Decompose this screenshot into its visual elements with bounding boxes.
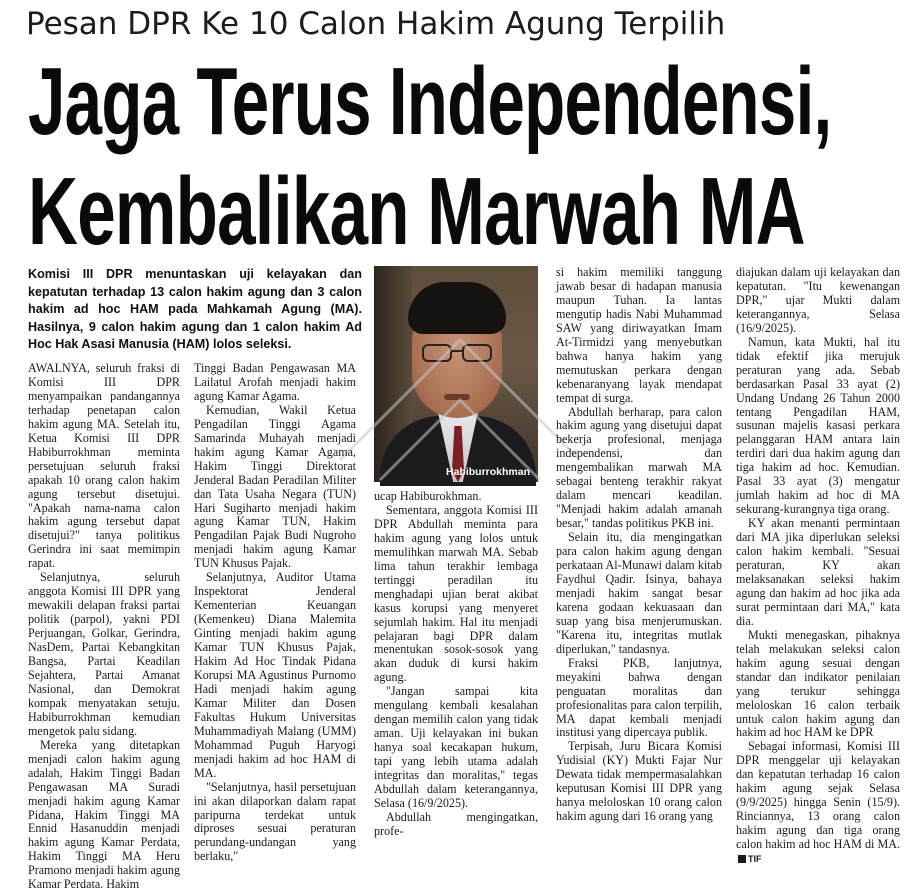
col1-paragraph: AWALNYA, seluruh fraksi di Komisi III DPR menyampaikan pandangannya terhadap penetapan calon hakim agung MA. Setelah itu, Ketua Komisi III DPR Habiburrokhman meminta persetujuan seluruh fraksi apakah 10 orang calon hakim agung tersebut disetujui. "Apakah nama-nama calon hakim agung tersebut dapat disetujui?" tanya politikus Gerindra ini saat memimpin rapat.	[28, 361, 180, 571]
photo-caption: Habiburrokhman	[445, 466, 530, 478]
col2-paragraph: Selanjutnya, Auditor Utama Inspektorat Jenderal Kementerian Keuangan (Kemenkeu) Diana Malemita Ginting menjadi hakim agung Kamar TUN Khusus Pajak, Hakim Ad Hoc Tindak Pidana Korupsi MA Agustinus Purnomo Hadi menjadi hakim agung Kamar Militer dan Dosen Fakultas Hukum Universitas Muhammadiyah Malang (UMM) Mohammad Puguh Haryogi menjadi hakim ad hoc HAM di MA.	[194, 570, 356, 780]
col3-paragraph: Sementara, anggota Komisi III DPR Abdullah meminta para hakim agung yang lolos untuk memulihkan marwah MA. Sebab lima tahun terakhir lembaga tertinggi peradilan itu menghadapi ujian berat akibat kasus korupsi yang menyeret sejumlah hakim. Hal itu menjadi pelajaran bagi DPR dalam menentukan sosok-sosok yang akan duduk di kursi hakim agung.	[374, 502, 538, 685]
headline-line-1: Jaga Terus Independensi,	[28, 48, 832, 155]
article-column-2	[194, 362, 356, 864]
col3-paragraph: "Jangan sampai kita mengulang kembali kesalahan dengan memilih calon yang tidak aman. Uji kelayakan ini bukan hanya soal kecakapan hukum, tapi yang lebih utama adalah integritas dan moralitas," tegas Abdullah dalam keterangannya, Selasa (16/9/2025).	[374, 684, 538, 810]
col4-paragraph: Terpisah, Juru Bicara Komisi Yudisial (KY) Mukti Fajar Nur Dewata tidak mempermasalahkan keputusan Komisi III DPR yang hanya meloloskan 10 orang calon hakim agung dari 16 orang yang	[556, 739, 722, 824]
end-mark-icon	[738, 855, 746, 863]
col2-paragraph: "Selanjutnya, hasil persetujuan ini akan dilaporkan dalam rapat paripurna terdekat untuk diproses sesuai peraturan perundang-undangan yang berlaku,"	[194, 779, 356, 864]
col5-paragraph: diajukan dalam uji kelayakan dan kepatutan. "Itu kewenangan DPR," ujar Mukti dalam keterangannya, Selasa (16/9/2025).	[736, 265, 900, 335]
col5-last-text: Sebagai informasi, Komisi III DPR menggelar uji kelayakan dan kepatutan terhadap 16 calon hakim agung sejak Selasa (9/9/2025) hingga Senin (15/9). Rinciannya, 13 orang calon hakim agung dan tiga orang calon hakim ad hoc HAM di MA.	[736, 739, 900, 852]
col2-paragraph: Kemudian, Wakil Ketua Pengadilan Tinggi Agama Samarinda Muhayah menjadi hakim agung Kamar Agama, Hakim Tinggi Direktorat Jenderal Badan Peradilan Militer dan Tata Usaha Negara (TUN) Hari Sugiharto menjadi hakim agung Kamar TUN, Hakim Pengadilan Pajak Budi Nugroho menjadi hakim agung Kamar TUN Khusus Pajak.	[194, 402, 356, 571]
col5-paragraph: Mukti menegaskan, pihaknya telah melakukan seleksi calon hakim agung sesuai dengan standar dan indikator penilaian yang terukur sehingga meloloskan 16 calon terbaik untuk calon hakim agung dan hakim ad hoc HAM ke DPR	[736, 627, 900, 740]
article-column-4	[556, 266, 722, 824]
col1-paragraph: Selanjutnya, seluruh anggota Komisi III DPR yang mewakili delapan fraksi partai politik (parpol), yakni PDI Perjuangan, Golkar, Gerindra, NasDem, Partai Kebangkitan Bangsa, Partai Keadilan Sejahtera, Partai Amanat Nasional, dan Demokrat kompak menyatakan setuju. Habiburrokhman kemudian mengetok palu sidang.	[28, 570, 180, 738]
col3-paragraph: ucap Habiburokhman.	[374, 489, 482, 503]
col1-paragraph: Mereka yang ditetapkan menjadi calon hakim agung adalah, Hakim Tinggi Badan Pengawasan MA Suradi menjadi hakim agung Kamar Pidana, Hakim Tinggi MA Ennid Hasanuddin menjadi hakim agung Kamar Perdata, Hakim Tinggi MA Heru Pramono menjadi hakim agung Kamar Perdata. Hakim	[28, 737, 180, 892]
col5-paragraph: Namun, kata Mukti, hal itu tidak efektif jika merujuk peraturan yang ada. Sebab berdasarkan Pasal 33 ayat (2) Undang Undang 26 Tahun 2000 tentang Pengadilan HAM, susunan majelis kasasi perkara pelanggaran HAM antara lain terdiri dari dua hakim agung dan tiga hakim ad hoc. Kemudian. Pasal 33 ayat (3) mengatur jumlah hakim ad hoc di MA sekurang-kurangnya tiga orang.	[736, 334, 900, 517]
col5-paragraph	[736, 740, 900, 867]
kicker-title: Pesan DPR Ke 10 Calon Hakim Agung Terpilih	[26, 6, 726, 42]
article-column-1	[28, 362, 180, 892]
col2-paragraph: Tinggi Badan Pengawasan MA Lailatul Arofah menjadi hakim agung Kamar Agama.	[194, 361, 356, 403]
article-column-5	[736, 266, 900, 867]
lead-paragraph: Komisi III DPR menuntaskan uji kelayakan dan kepatutan terhadap 13 calon hakim agung dan 3 calon hakim ad hoc HAM pada Mahkamah Agung (MA). Hasilnya, 9 calon hakim agung dan 1 calon hakim Ad Hoc Hak Asasi Manusia (HAM) lolos seleksi.	[28, 267, 362, 352]
photo-habiburrokhman	[374, 266, 538, 482]
col5-paragraph: KY akan menanti permintaan dari MA jika diperlukan seleksi calon hakim kembali. "Sesuai peraturan, KY akan melaksanakan seleksi hakim agung dan hakim ad hoc jika ada surat permintaan dari MA," kata dia.	[736, 516, 900, 628]
headline-line-2: Kembalikan Marwah MA	[28, 158, 805, 265]
col4-paragraph: Selain itu, dia mengingatkan para calon hakim agung dengan perkataan Al-Munawi dalam kitab Faydhul Qadir. Isinya, bahaya menjadi hakim sangat besar karena godaan kekuasaan dan suap yang bisa menjerumuskan. "Karena itu, integritas mutlak diperlukan," tandasnya.	[556, 530, 722, 656]
article-column-3	[374, 490, 538, 839]
col4-paragraph: Abdullah berharap, para calon hakim agung yang disetujui dapat bekerja profesional, menjaga independensi, dan mengembalikan marwah MA sebagai benteng terakhir rakyat dalam mencari keadilan. "Menjadi hakim adalah amanah besar," tandas politikus PKB ini.	[556, 404, 722, 531]
author-signoff: TIF	[748, 854, 762, 865]
col4-paragraph: si hakim memiliki tanggung jawab besar di hadapan manusia maupun Tuhan. Ia lantas mengutip hadis Nabi Muhammad SAW yang diriwayatkan Imam At-Tirmidzi yang menyebutkan bahwa hanya hakim yang memutuskan perkara dengan kebenaranyang layak mendapat tempat di surga.	[556, 265, 722, 405]
col3-paragraph: Abdullah mengingatkan, profe-	[374, 809, 538, 838]
col4-paragraph: Fraksi PKB, lanjutnya, meyakini bahwa dengan penguatan moralitas dan profesionalitas para calon terpilih, MA dapat kembali menjadi institusi yang dipercaya publik.	[556, 655, 722, 740]
